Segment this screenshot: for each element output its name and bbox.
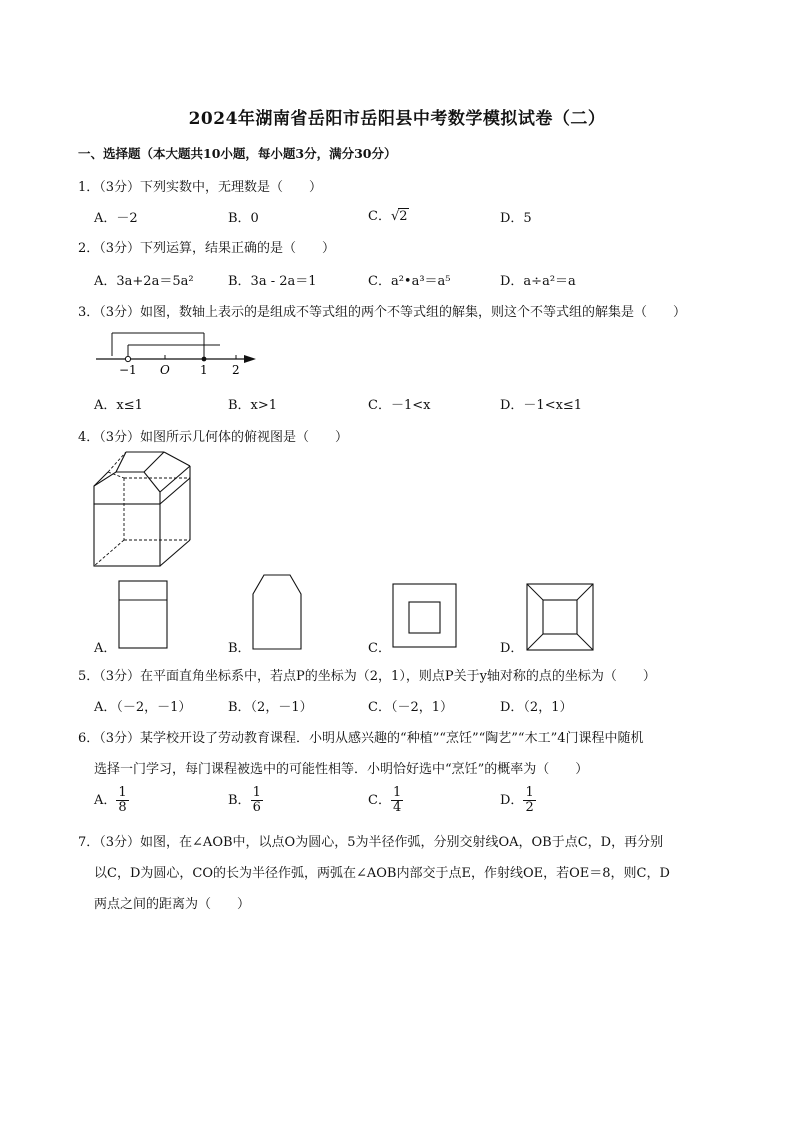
q6-option-b [228, 786, 263, 815]
q2-option-c: C．a²•a³＝a⁵ [368, 274, 451, 289]
denominator: 6 [252, 800, 261, 815]
numerator: 1 [252, 785, 261, 800]
q1-option-c-prefix: C． [368, 209, 391, 224]
numerator: 1 [392, 785, 402, 800]
fraction [523, 786, 535, 815]
numerator: 1 [118, 785, 127, 800]
q3-option-b: B．x>1 [228, 398, 278, 413]
q4-option-b: B． [228, 641, 251, 656]
q3-option-d: D．－1<x≤1 [500, 398, 583, 413]
denominator: 2 [525, 800, 534, 815]
q6-option-a-prefix: A． [94, 793, 117, 808]
axis-label-origin: O [160, 363, 170, 377]
section-heading: 一、选择题（本大题共10小题，每小题3分，满分30分） [78, 146, 397, 161]
number-line-figure [90, 328, 260, 378]
q3-option-c: C．－1<x [368, 398, 431, 413]
q2-option-a: A．3a+2a＝5a² [94, 274, 194, 289]
fraction [391, 786, 403, 815]
question-7-stem-line3: 两点之间的距离为（ ） [94, 897, 251, 912]
q2-option-d: D．a÷a²＝a [500, 274, 576, 289]
axis-label-2: 2 [232, 363, 240, 377]
denominator: 4 [392, 800, 402, 815]
q1-option-c-radicand: 2 [399, 209, 408, 224]
q1-option-b: B．0 [228, 211, 259, 226]
q6-option-d-prefix: D． [500, 793, 524, 808]
q4-option-b-figure [252, 574, 304, 650]
q3-option-a: A．x≤1 [94, 398, 143, 413]
q6-option-a [94, 786, 129, 815]
axis-label-1: 1 [200, 363, 208, 377]
question-5-stem: 5．（3分）在平面直角坐标系中，若点P的坐标为（2，1），则点P关于y轴对称的点的坐标为（ ） [78, 669, 656, 684]
fraction [116, 786, 128, 815]
q5-option-b: B．（2，－1） [228, 700, 313, 715]
q6-option-c-prefix: C． [368, 793, 391, 808]
q2-option-b: B．3a - 2a＝1 [228, 274, 317, 289]
q4-option-a-figure [118, 580, 170, 650]
question-6-stem-line1: 6．（3分）某学校开设了劳动教育课程．小明从感兴趣的“种植”“烹饪”“陶艺”“木工”4门课程中随机 [78, 731, 644, 746]
question-7-stem-line2: 以C，D为圆心，CO的长为半径作弧，两弧在∠AOB内部交于点E，作射线OE，若OE＝8，则C，D [94, 866, 670, 881]
q5-option-d: D．（2，1） [500, 700, 573, 715]
q4-option-d: D． [500, 641, 524, 656]
denominator: 8 [118, 800, 127, 815]
q6-option-d [500, 786, 536, 815]
q1-option-a: A．－2 [94, 211, 138, 226]
question-6-stem-line2: 选择一门学习，每门课程被选中的可能性相等．小明恰好选中“烹饪”的概率为（ ） [94, 762, 589, 777]
closed-point [202, 357, 207, 362]
question-4-stem: 4．（3分）如图所示几何体的俯视图是（ ） [78, 430, 349, 445]
page-title: 2024年湖南省岳阳市岳阳县中考数学模拟试卷（二） [188, 109, 606, 129]
q1-option-d: D．5 [500, 211, 532, 226]
sqrt-sign: √ [390, 209, 400, 224]
fraction [251, 786, 263, 815]
q6-option-c [368, 786, 403, 815]
question-3-stem: 3．（3分）如图，数轴上表示的是组成不等式组的两个不等式组的解集，则这个不等式组的解集是（ ） [78, 305, 687, 320]
question-2-stem: 2．（3分）下列运算，结果正确的是（ ） [78, 241, 336, 256]
axis-label-neg1: −1 [119, 363, 137, 377]
numerator: 1 [525, 785, 534, 800]
q6-option-b-prefix: B． [228, 793, 251, 808]
q4-option-c: C． [368, 641, 391, 656]
q4-option-c-figure [392, 583, 458, 649]
q4-option-d-figure [526, 583, 596, 653]
question-1-stem: 1．（3分）下列实数中，无理数是（ ） [78, 180, 323, 195]
open-point [125, 356, 130, 361]
q5-option-c: C．（－2，1） [368, 700, 453, 715]
q5-option-a: A．（－2，－1） [94, 700, 192, 715]
question-7-stem-line1: 7．（3分）如图，在∠AOB中，以点O为圆心，5为半径作弧，分别交射线OA，OB于点C，D，再分别 [78, 835, 664, 850]
q1-option-c [368, 205, 409, 224]
axis-arrow-icon [244, 355, 256, 363]
solid-figure [90, 448, 196, 570]
q4-option-a: A． [94, 641, 117, 656]
